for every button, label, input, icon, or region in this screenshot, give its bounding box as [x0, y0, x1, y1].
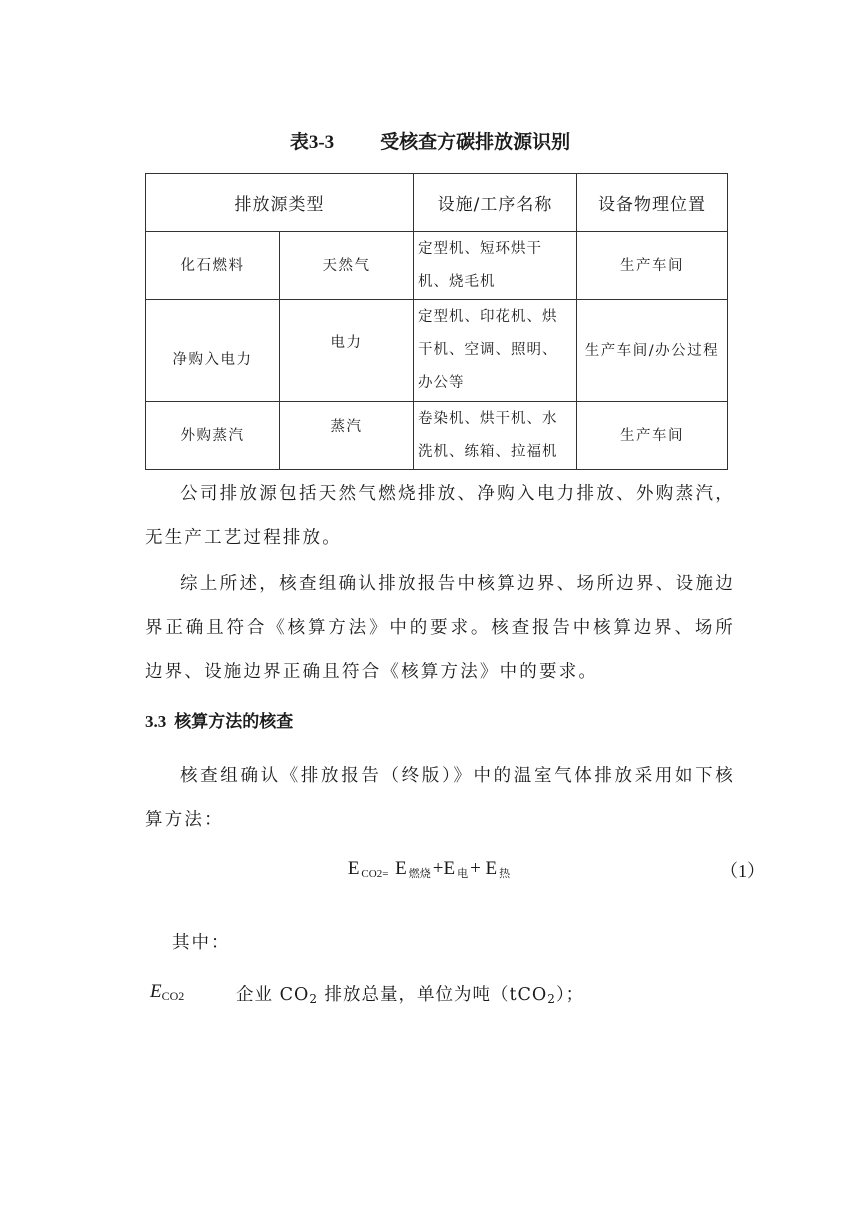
definition-text-a: 企业 CO	[236, 985, 310, 1005]
equation-number: （1）	[720, 861, 765, 881]
section-number: 3.3	[145, 712, 167, 731]
paragraph-emission-sources: 公司排放源包括天然气燃烧排放、净购入电力排放、外购蒸汽，无生产工艺过程排放。	[145, 484, 735, 548]
definition-text-sub: 2	[309, 992, 318, 1006]
paragraph-method: 核查组确认《排放报告（终版）》中的温室气体排放采用如下核算方法：	[145, 766, 735, 830]
definition-text-sub2: 2	[547, 992, 556, 1006]
row-facility: 卷染机、烘干机、水洗机、练箱、拉福机	[414, 402, 577, 470]
formula-term-heat: + E	[470, 858, 498, 879]
formula-sub-electric: 电	[457, 868, 469, 880]
row-type: 蒸汽	[280, 402, 414, 470]
definition-text-c: ）；	[555, 985, 585, 1005]
row-location: 生产车间/办公过程	[577, 300, 728, 402]
where-label: 其中：	[172, 933, 231, 953]
table-header-row	[146, 174, 728, 232]
row-type: 天然气	[280, 232, 414, 300]
header-facility: 设施/工序名称	[414, 174, 577, 232]
row-type: 电力	[280, 300, 414, 402]
formula-sub-heat: 热	[499, 868, 511, 880]
formula-lhs: E	[347, 858, 360, 879]
definition-symbol-letter: E	[150, 981, 162, 1002]
formula-lhs-sub: CO2=	[361, 868, 389, 880]
definition-text	[236, 981, 584, 1006]
formula-sub-combustion: 燃烧	[408, 868, 431, 880]
table-caption-number: 表3-3	[289, 132, 335, 153]
definition-symbol-sub: CO2	[161, 989, 185, 1003]
header-location: 设备物理位置	[577, 174, 728, 232]
formula-term-combustion: E	[395, 858, 407, 879]
table-caption	[0, 127, 860, 154]
row-facility: 定型机、短环烘干机、烧毛机	[414, 232, 577, 300]
paragraph-conclusion: 综上所述，核查组确认排放报告中核算边界、场所边界、设施边界正确且符合《核算方法》中的要求。核查报告中核算边界、场所边界、设施边界正确且符合《核算方法》中的要求。	[145, 574, 735, 682]
row-category: 净购入电力	[146, 300, 280, 402]
emission-source-table	[145, 173, 728, 470]
definition-symbol	[150, 981, 184, 1004]
row-category: 化石燃料	[146, 232, 280, 300]
section-heading	[145, 707, 293, 732]
definition-text-b: 排放总量，单位为吨（tCO	[317, 985, 548, 1005]
row-facility: 定型机、印花机、烘干机、空调、照明、办公等	[414, 300, 577, 402]
table-row	[146, 232, 728, 300]
header-source-type: 排放源类型	[146, 174, 414, 232]
row-location: 生产车间	[577, 402, 728, 470]
row-category: 外购蒸汽	[146, 402, 280, 470]
row-location: 生产车间	[577, 232, 728, 300]
table-caption-title: 受核查方碳排放源识别	[380, 131, 571, 153]
table-row	[146, 402, 728, 470]
section-title: 核算方法的核查	[174, 712, 294, 732]
formula-term-electric: +E	[432, 858, 456, 879]
table-row	[146, 300, 728, 402]
